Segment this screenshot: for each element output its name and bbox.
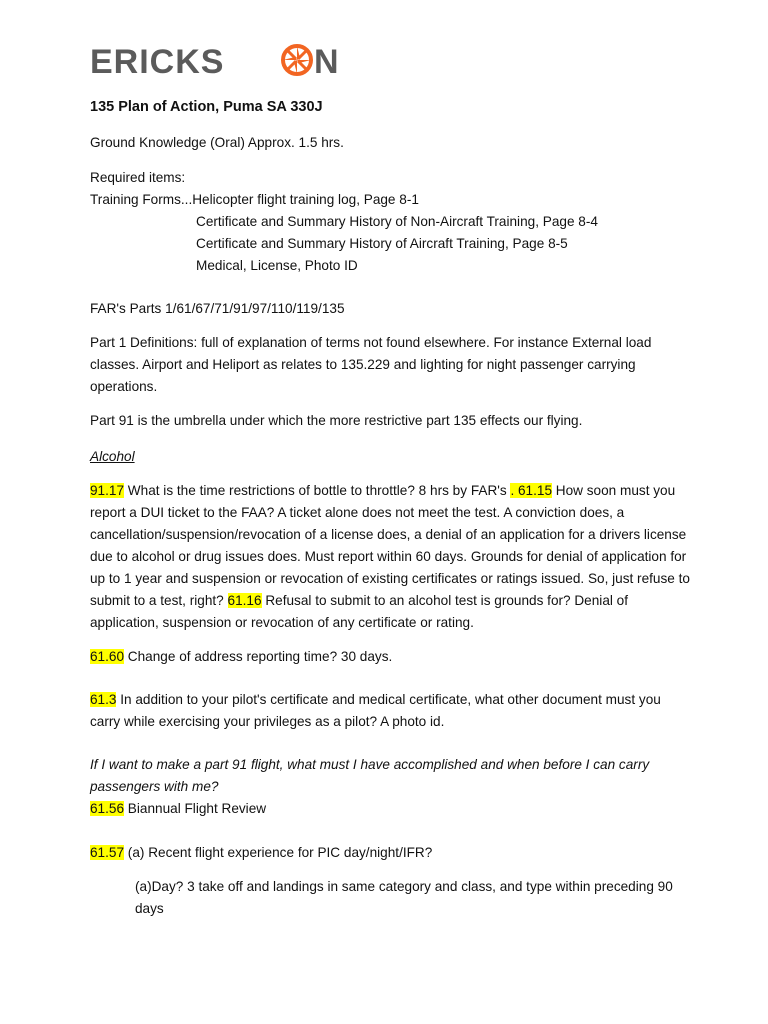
q6157-line bbox=[90, 842, 690, 864]
far-ref-highlight: 61.60 bbox=[90, 649, 125, 664]
far-ref-highlight: . 61.15 bbox=[510, 483, 553, 498]
far-ref-highlight: 61.56 bbox=[90, 801, 125, 816]
paragraph-text: In addition to your pilot's certificate and medical certificate, what other document must you carry while exercising your privileges as a pilot? A photo id. bbox=[90, 692, 661, 729]
required-item-line: Medical, License, Photo ID bbox=[196, 258, 358, 273]
page-title: 135 Plan of Action, Puma SA 330J bbox=[90, 99, 323, 115]
paragraph-text: Change of address reporting time? 30 days. bbox=[124, 649, 393, 664]
part91-question: If I want to make a part 91 flight, what must I have accomplished and when before I can carry passengers with me? bbox=[90, 757, 650, 794]
logo-text-left: ERICKS bbox=[90, 43, 225, 78]
required-item-line: Certificate and Summary History of Aircraft Training, Page 8-5 bbox=[196, 236, 568, 251]
erickson-logo bbox=[90, 42, 352, 78]
paragraph-text: Refusal to submit to an alcohol test is grounds for? Denial of application, suspension or revocation of any certificate or rating. bbox=[90, 593, 629, 630]
far-ref-highlight: 91.17 bbox=[90, 483, 125, 498]
far-ref-highlight: 61.57 bbox=[90, 845, 125, 860]
paragraph-text: How soon must you report a DUI ticket to the FAA? A ticket alone does not meet the test. A conviction does, a cancellation/suspension/revocation of a license does, a denial of an application for a drivers license due to alcohol or drug issues does. Must report within 60 days. Grounds for denial of application for up to 1 year and suspension or revocation of existing certificates or ratings issued. So, just refuse to submit to a test, right? bbox=[90, 483, 690, 608]
rotor-icon bbox=[283, 46, 311, 74]
q6156-line bbox=[90, 798, 690, 820]
part91-paragraph: Part 91 is the umbrella under which the more restrictive part 135 effects our flying. bbox=[90, 413, 583, 428]
alcohol-paragraph bbox=[90, 480, 690, 634]
required-items-heading: Required items: bbox=[90, 170, 186, 185]
required-item-line: Training Forms...Helicopter flight training log, Page 8-1 bbox=[90, 192, 419, 207]
alcohol-heading: Alcohol bbox=[90, 449, 135, 464]
part1-paragraph: Part 1 Definitions: full of explanation of terms not found elsewhere. For instance External load classes. Airport and Heliport as relates to 135.229 and lighting for night passenger carrying operations. bbox=[90, 335, 652, 394]
ground-knowledge-line: Ground Knowledge (Oral) Approx. 1.5 hrs. bbox=[90, 135, 344, 150]
paragraph-text: Biannual Flight Review bbox=[124, 801, 267, 816]
paragraph-text: (a) Recent flight experience for PIC day/night/IFR? bbox=[124, 845, 433, 860]
q613-paragraph bbox=[90, 689, 690, 733]
paragraph-text: What is the time restrictions of bottle to throttle? 8 hrs by FAR's bbox=[124, 483, 511, 498]
far-ref-highlight: 61.3 bbox=[90, 692, 117, 707]
required-item-line: Certificate and Summary History of Non-Aircraft Training, Page 8-4 bbox=[196, 214, 598, 229]
far-ref-highlight: 61.16 bbox=[227, 593, 262, 608]
q6157a-paragraph: (a)Day? 3 take off and landings in same category and class, and type within preceding 90 days bbox=[135, 879, 673, 916]
fars-parts-line: FAR's Parts 1/61/67/71/91/97/110/119/135 bbox=[90, 301, 345, 316]
q6160-paragraph bbox=[90, 646, 690, 668]
logo-text-right: N bbox=[314, 43, 339, 78]
